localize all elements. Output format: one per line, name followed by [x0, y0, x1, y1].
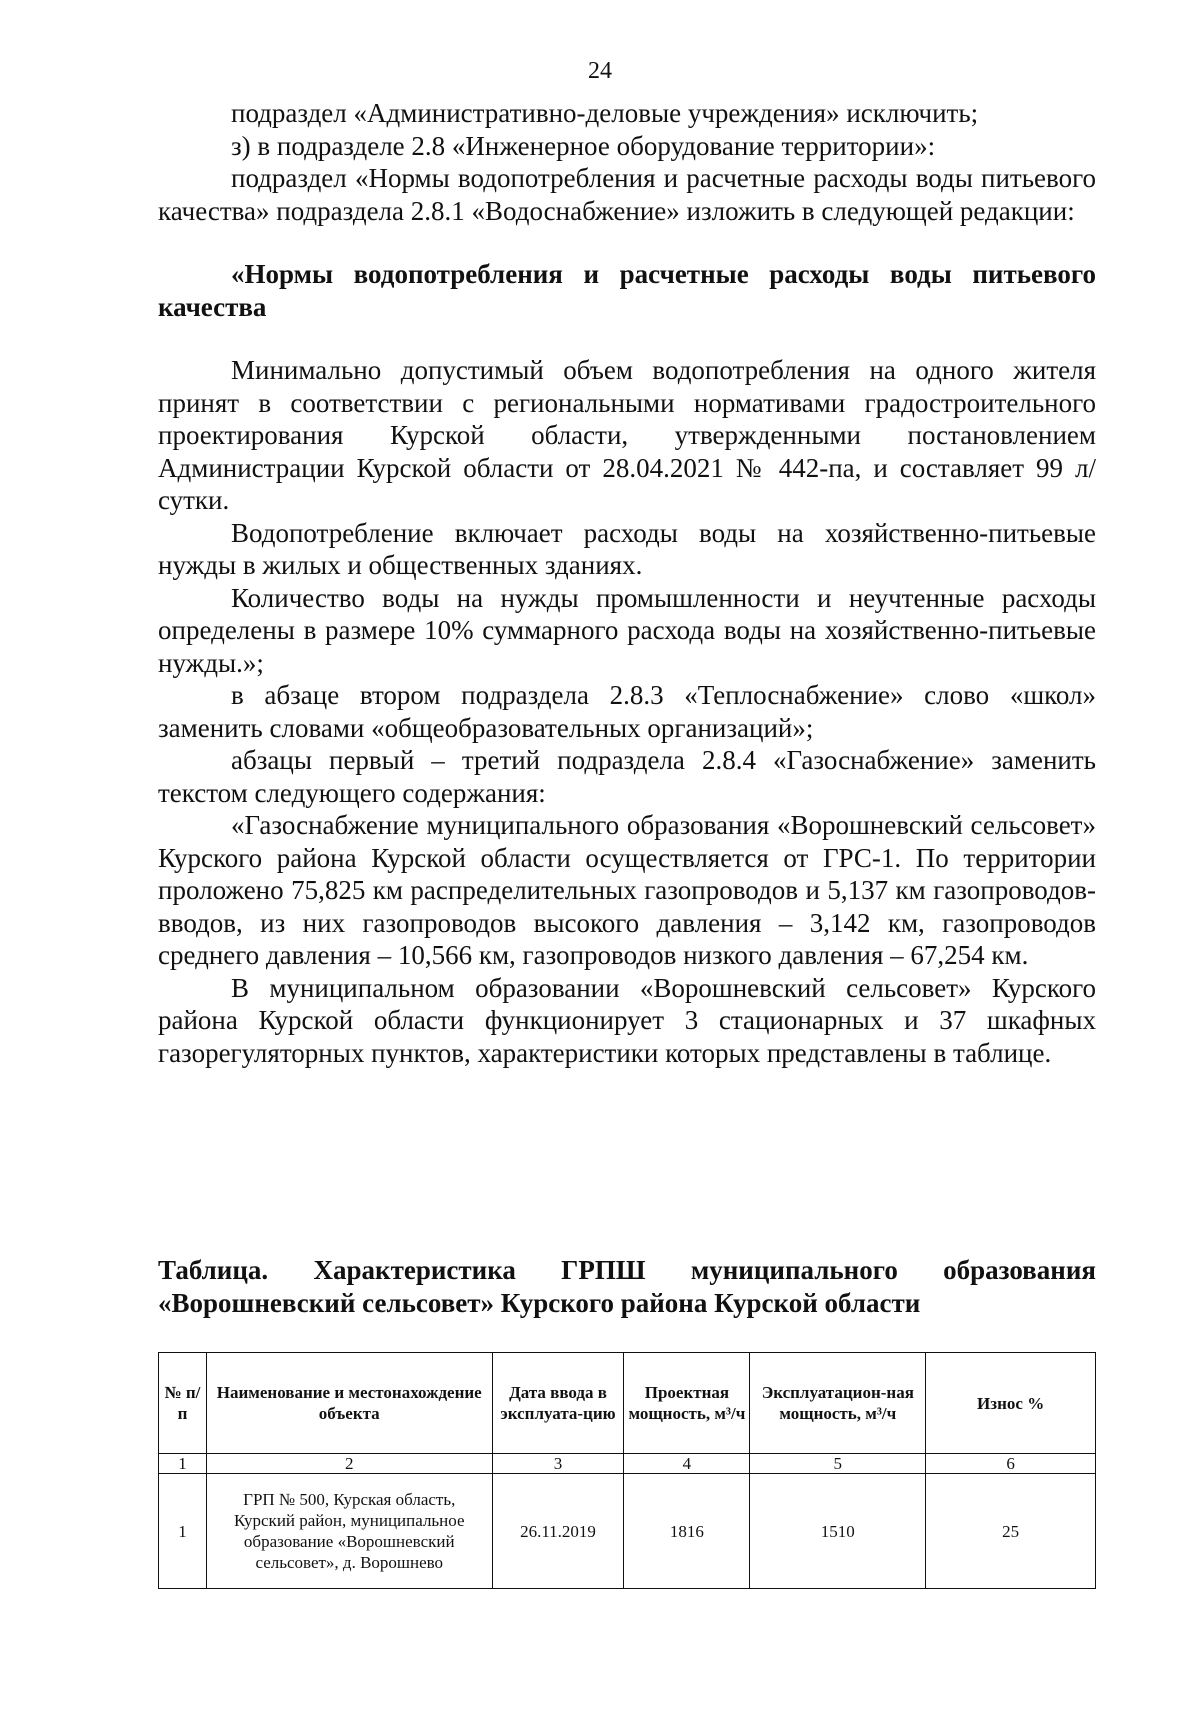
column-number: 5: [750, 1454, 926, 1474]
paragraph-min-volume: Минимально допустимый объем водопотребления на одного жителя принят в соответствии с региональными нормативами градостроительного проектирования Курской области, утвержденными постановлением Администрации Курской области от 28.04.2021 № 442-па, и составляет 99 л/сутки.: [158, 355, 1096, 515]
cell-name: ГРП № 500, Курская область, Курский район, муниципальное образование «Ворошневский сельсовет», д. Ворошнево: [206, 1474, 492, 1589]
document-body: [158, 97, 1096, 1069]
spacer: [158, 227, 1096, 258]
cell-design-capacity: 1816: [624, 1474, 750, 1589]
column-number: 6: [926, 1454, 1096, 1474]
header-name: Наименование и местонахождение объекта: [206, 1353, 492, 1454]
intro-line-2: з) в подразделе 2.8 «Инженерное оборудование территории»:: [231, 130, 936, 161]
column-number: 1: [159, 1454, 207, 1474]
header-date: Дата ввода в эксплуата-цию: [492, 1353, 624, 1454]
cell-wear: 25: [926, 1474, 1096, 1589]
paragraph-industry: Количество воды на нужды промышленности и неучтенные расходы определены в размере 10% суммарного расхода воды на хозяйственно-питьевые нужды.»;: [158, 582, 1096, 678]
column-number: 2: [206, 1454, 492, 1474]
table-caption: Таблица. Характеристика ГРПШ муниципального образования «Ворошневский сельсовет» Курского района Курской области: [158, 1255, 1096, 1318]
header-operational-capacity: Эксплуатацион-ная мощность, м³/ч: [750, 1353, 926, 1454]
paragraph-heating: в абзаце втором подраздела 2.8.3 «Теплоснабжение» слово «школ» заменить словами «общеобразовательных организаций»;: [158, 680, 1096, 743]
intro-line-3: подраздел «Нормы водопотребления и расчетные расходы воды питьевого качества» подраздела 2.8.1 «Водоснабжение» изложить в следующей редакции:: [158, 163, 1096, 226]
paragraph-gas-points: В муниципальном образовании «Ворошневский сельсовет» Курского района Курской области функционирует 3 стационарных и 37 шкафных газорегуляторных пунктов, характеристики которых представлены в таблице.: [158, 972, 1096, 1068]
column-number: 3: [492, 1454, 624, 1474]
cell-num: 1: [159, 1474, 207, 1589]
spacer: [158, 323, 1096, 354]
section-heading: «Нормы водопотребления и расчетные расходы воды питьевого качества: [158, 259, 1096, 322]
cell-date: 26.11.2019: [492, 1474, 624, 1589]
intro-line-1: подраздел «Административно-деловые учреждения» исключить;: [231, 98, 979, 128]
cell-operational-capacity: 1510: [750, 1474, 926, 1589]
table-row: [159, 1474, 1096, 1589]
paragraph-gas-supply: «Газоснабжение муниципального образования «Ворошневский сельсовет» Курского района Курской области осуществляется от ГРС-1. По территории проложено 75,825 км распределительных газопроводов и 5,137 км газопроводов-вводов, из них газопроводов высокого давления – 3,142 км, газопроводов среднего давления – 10,566 км, газопроводов низкого давления – 67,254 км.: [158, 810, 1096, 970]
table-header-row: [159, 1353, 1096, 1454]
header-wear: Износ %: [926, 1353, 1096, 1454]
column-number: 4: [624, 1454, 750, 1474]
grpsh-table: [158, 1352, 1096, 1589]
column-number-row: [159, 1454, 1096, 1474]
paragraph-gas-replace: абзацы первый – третий подраздела 2.8.4 «Газоснабжение» заменить текстом следующего содержания:: [158, 745, 1096, 808]
paragraph-consumption: Водопотребление включает расходы воды на хозяйственно-питьевые нужды в жилых и общественных зданиях.: [158, 517, 1096, 580]
header-design-capacity: Проектная мощность, м³/ч: [624, 1353, 750, 1454]
header-num: № п/п: [159, 1353, 207, 1454]
page-number: 24: [588, 58, 612, 84]
